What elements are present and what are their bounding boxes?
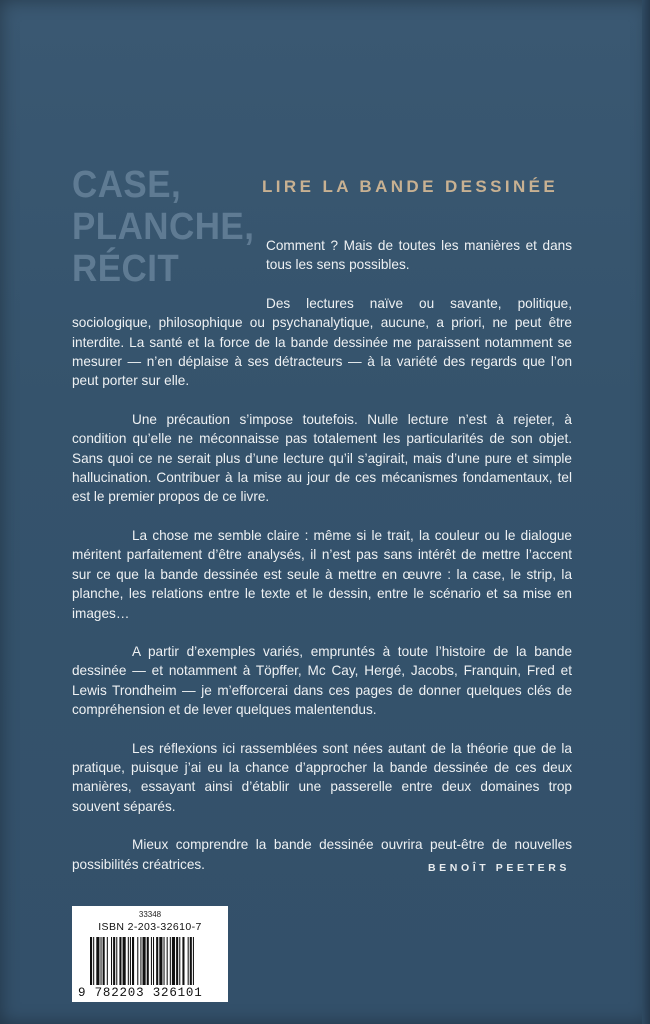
barcode-bar [116,937,117,985]
barcode-bar [113,937,115,985]
paragraph: Comment ? Mais de toutes les manières et dans tous les sens possibles. [266,238,572,273]
barcode-bar [107,937,108,985]
background-title-line: CASE, [72,164,182,206]
paragraph: Les réflexions ici rassemblées sont nées autant de la théorie que de la pratique, puisque j’ai eu la chance d’approcher la bande dessinée de ces deux manières, essayant ainsi d’établir une passerelle entre deux domaines trop souvent séparés. [72,740,572,814]
barcode-label [72,906,228,1002]
paragraph: Des lectures naïve ou savante, politique, sociologique, philosophique ou psychanalytique, aucune, a priori, ne peut être interdite. La santé et la force de la bande dessinée me paraissent notamment se mesurer — n’en déplaise à ses détracteurs — à la variété des regards que l’on peut porter sur elle. [72,295,572,389]
cover-edge [642,0,650,1024]
barcode-bar [182,937,184,985]
barcode-bar [147,937,149,985]
barcode-bar [140,937,141,985]
paragraph: Mieux comprendre la bande dessinée ouvrira peut-être de nouvelles possibilités créatrices. [72,837,572,872]
background-title-line: PLANCHE, [72,206,255,248]
barcode-bar [130,937,131,985]
barcode-bar [128,937,129,985]
barcode-bar [159,937,162,985]
paragraph: Une précaution s’impose toutefois. Nulle lecture n’est à rejeter, à condition qu’elle ne méconnaisse pas totalement les particularités de son objet. Sans quoi ce ne serait plus d’une lecture qu’il s’agirait, mais d’une pure et simple hallucination. Contribuer à la mise au jour de ces mécanismes fondamentaux, tel est le premier propos de ce livre. [72,411,572,505]
background-title-line: RÉCIT [72,248,180,290]
barcode-bar [103,937,105,985]
barcode-bar [193,937,194,985]
barcode-bar [93,937,94,985]
barcode-bar [190,937,192,985]
author-name: BENOÎT PEETERS [428,862,570,874]
barcode-bar [96,937,99,985]
paragraph: La chose me semble claire : même si le trait, la couleur ou le dialogue méritent parfaitement d’être analysés, il n’est pas sans intérêt de mettre l’accent sur ce que la bande dessinée est seule à mettre en œuvre : la case, le strip, la planche, les relations entre le texte et le dessin, entre le scénario et sa mise en images… [72,527,572,621]
barcode-bar [123,937,126,985]
barcode-bar [90,937,92,985]
barcode-bar [172,937,175,985]
barcode-bar [164,937,165,985]
barcode-bar [170,937,171,985]
barcode-bar [137,937,138,985]
barcode-bar [153,937,154,985]
barcode-bar [132,937,134,985]
barcode-bar [188,937,189,985]
barcode-bar [167,937,168,985]
barcode-bar [156,937,158,985]
barcode-digits: 9 782203 326101 [78,986,203,1000]
barcode-bar [176,937,178,985]
barcode-bar [119,937,121,985]
isbn-text: ISBN 2-203-32610-7 [98,921,202,933]
barcode-bars [90,937,220,985]
blurb-text [72,236,572,893]
barcode-bar [111,937,112,985]
barcode-bar [143,937,146,985]
barcode-code: 33348 [138,910,162,919]
barcode-bar [179,937,180,985]
barcode-bar [101,937,102,985]
barcode-bar [151,937,152,985]
paragraph: A partir d’exemples variés, empruntés à toute l’histoire de la bande dessinée — et notamment à Töpffer, Mc Cay, Hergé, Jacobs, Franquin, Fred et Lewis Trondheim — je m’efforcerai dans ces pages de donner quelques clés de compréhension et de lever quelques malentendus. [72,643,572,718]
heading: LIRE LA BANDE DESSINÉE [262,177,559,196]
